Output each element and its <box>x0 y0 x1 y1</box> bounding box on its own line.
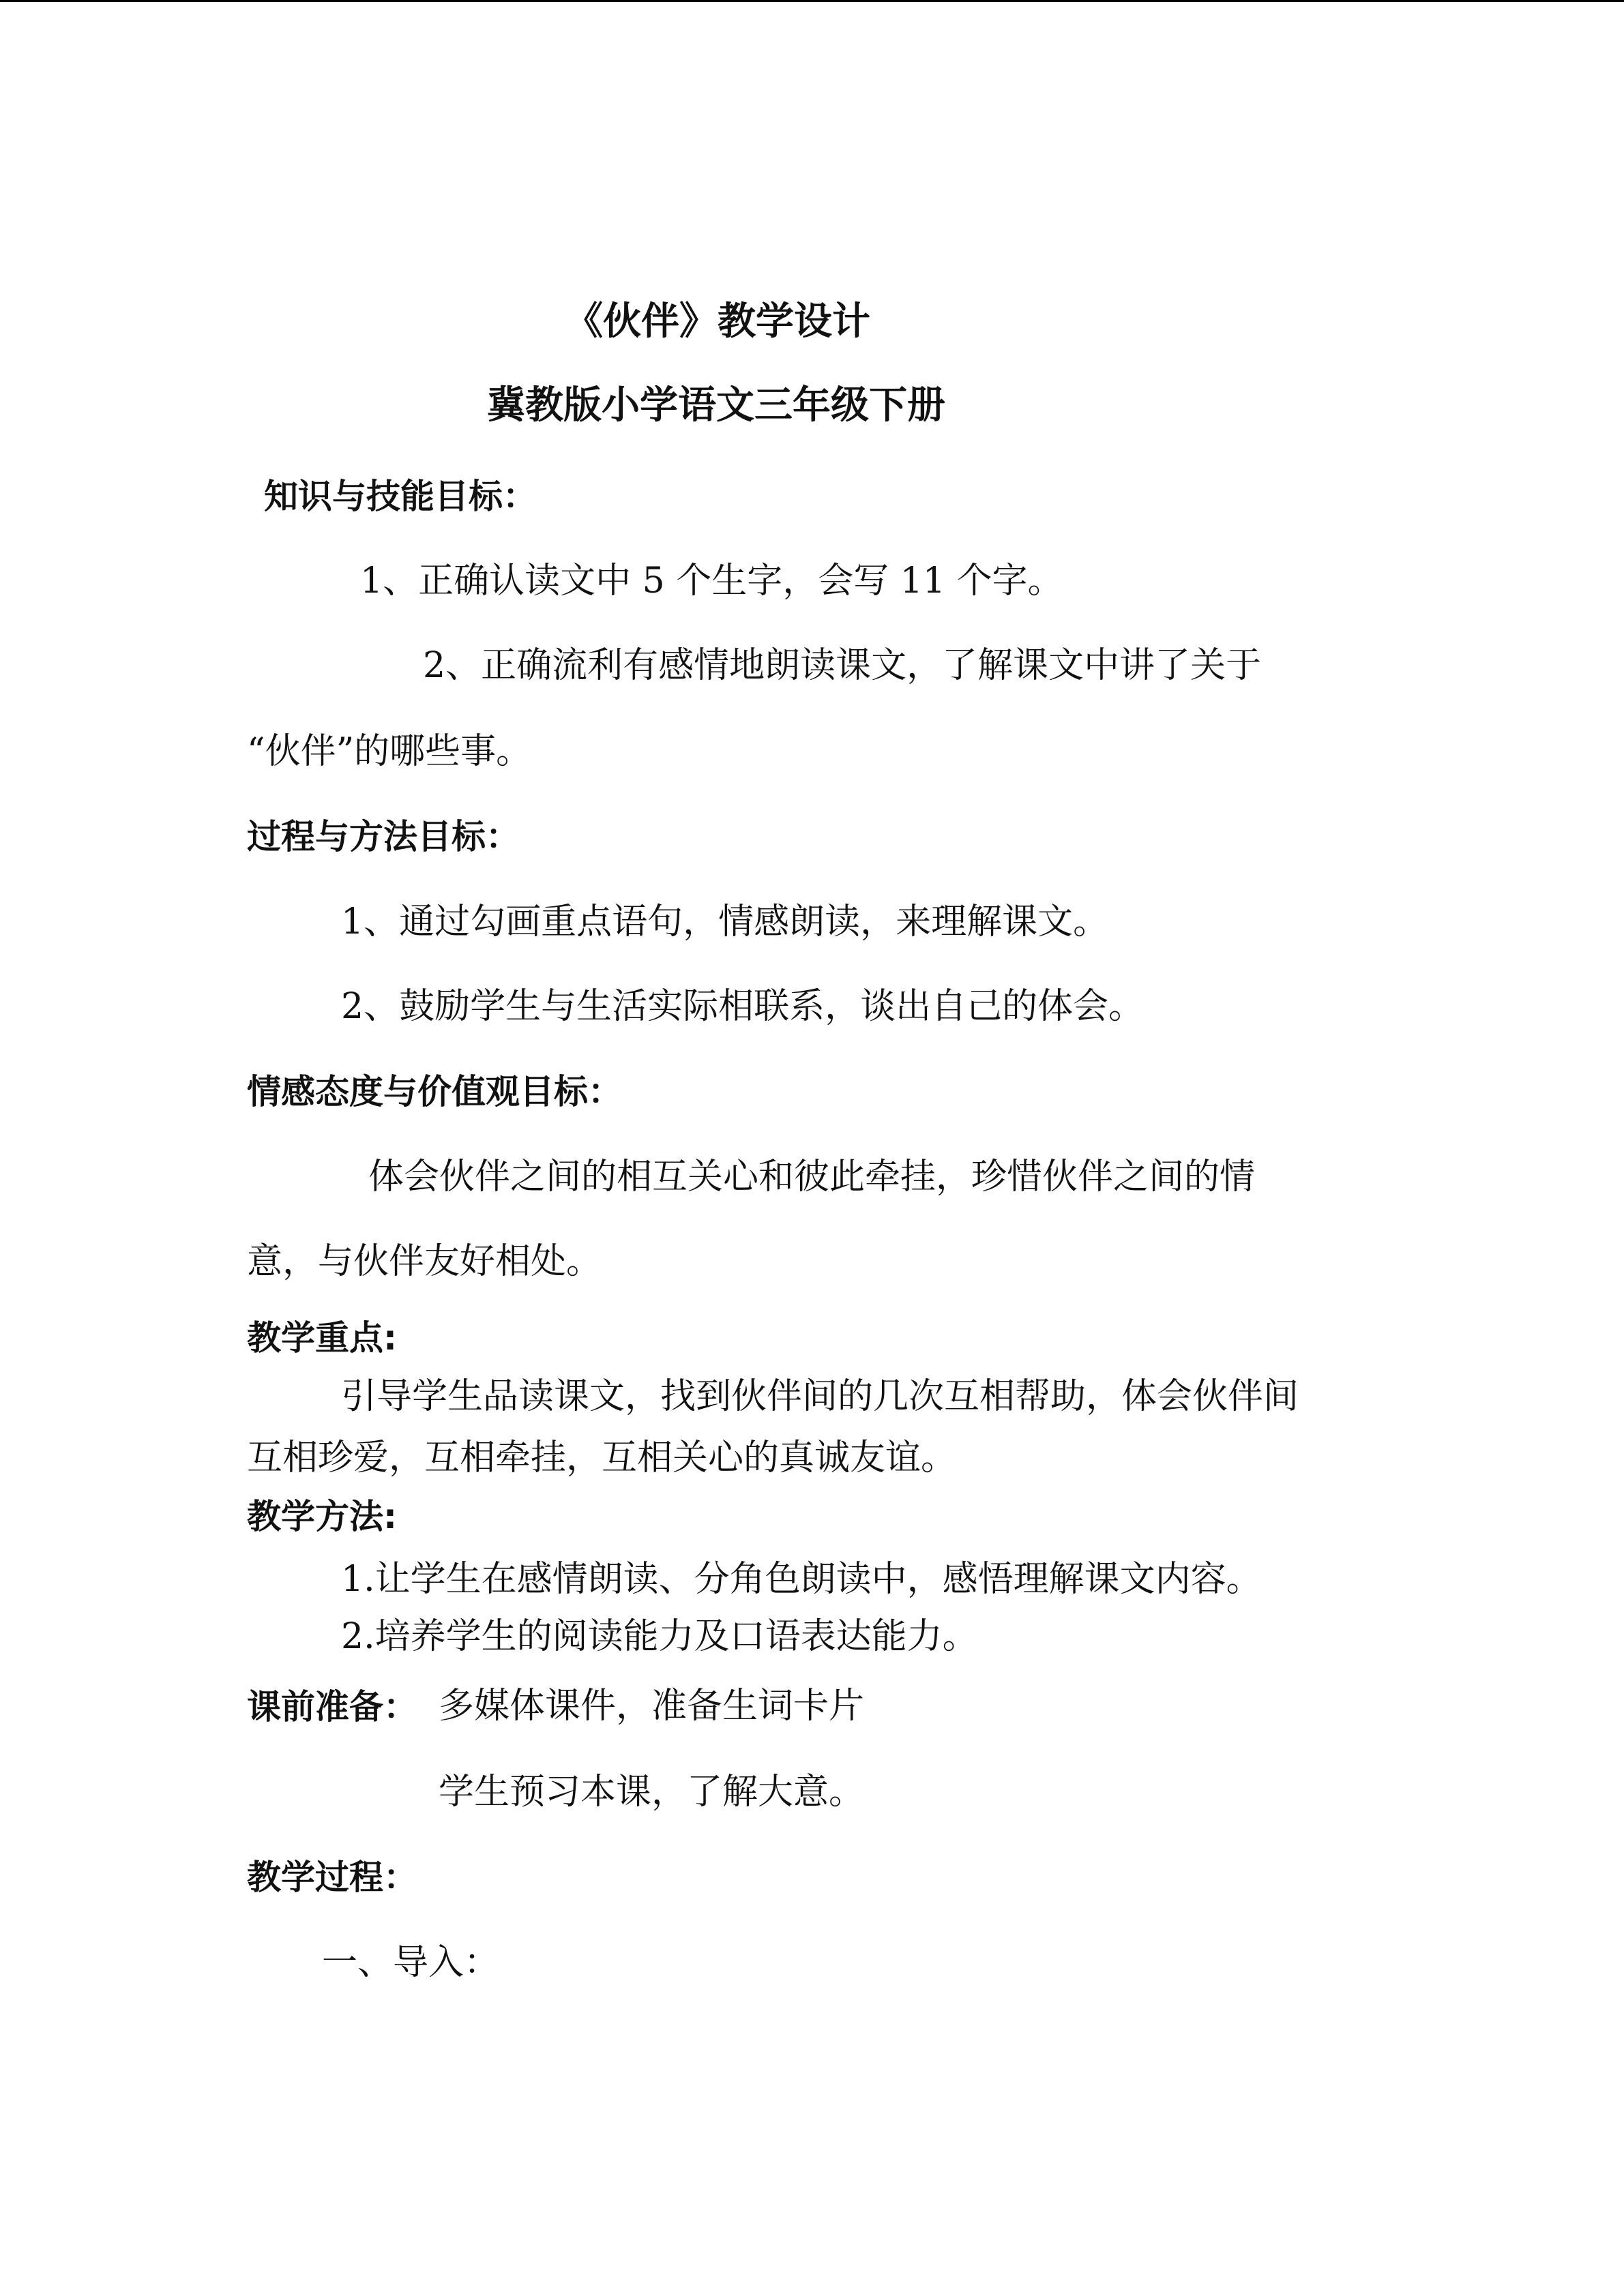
method-item-2: 2.培养学生的阅读能力及口语表达能力。 <box>341 1616 978 1657</box>
procedure-step-1: 一、导入： <box>322 1942 500 1983</box>
prep-line-1: 多媒体课件，准备生词卡片 <box>439 1686 865 1727</box>
knowledge-heading: 知识与技能目标： <box>264 477 537 516</box>
emotion-line-1: 体会伙伴之间的相互关心和彼此牵挂，珍惜伙伴之间的情 <box>368 1157 1256 1197</box>
keypoint-line-1: 引导学生品读课文，找到伙伴间的几次互相帮助，体会伙伴间 <box>341 1376 1299 1417</box>
prep-heading: 课前准备： <box>247 1687 417 1727</box>
keypoint-heading: 教学重点: <box>247 1318 397 1358</box>
page-top-border <box>0 0 1624 2</box>
keypoint-line-2: 互相珍爱，互相牵挂，互相关心的真诚友谊。 <box>247 1437 957 1478</box>
prep-line-2: 学生预习本课，了解大意。 <box>439 1772 865 1813</box>
procedure-heading: 教学过程： <box>247 1858 417 1897</box>
process-heading: 过程与方法目标： <box>247 817 520 856</box>
document-title: 《伙伴》教学设计 <box>565 299 870 344</box>
knowledge-item-2-cont: “伙伴”的哪些事。 <box>247 731 532 772</box>
method-item-1: 1.让学生在感情朗读、分角色朗读中，感悟理解课文内容。 <box>341 1559 1262 1600</box>
knowledge-item-1: 1、正确认读文中 5 个生字，会写 11 个字。 <box>360 561 1063 601</box>
emotion-line-2: 意，与伙伴友好相处。 <box>247 1241 602 1282</box>
process-item-1: 1、通过勾画重点语句，情感朗读，来理解课文。 <box>341 901 1109 942</box>
process-item-2: 2、鼓励学生与生活实际相联系，谈出自己的体会。 <box>341 986 1145 1027</box>
knowledge-item-2: 2、正确流利有感情地朗读课文，了解课文中讲了关于 <box>423 645 1262 686</box>
method-heading: 教学方法: <box>247 1497 397 1536</box>
emotion-heading: 情感态度与价值观目标： <box>247 1072 622 1112</box>
document-subtitle: 冀教版小学语文三年级下册 <box>487 383 945 428</box>
